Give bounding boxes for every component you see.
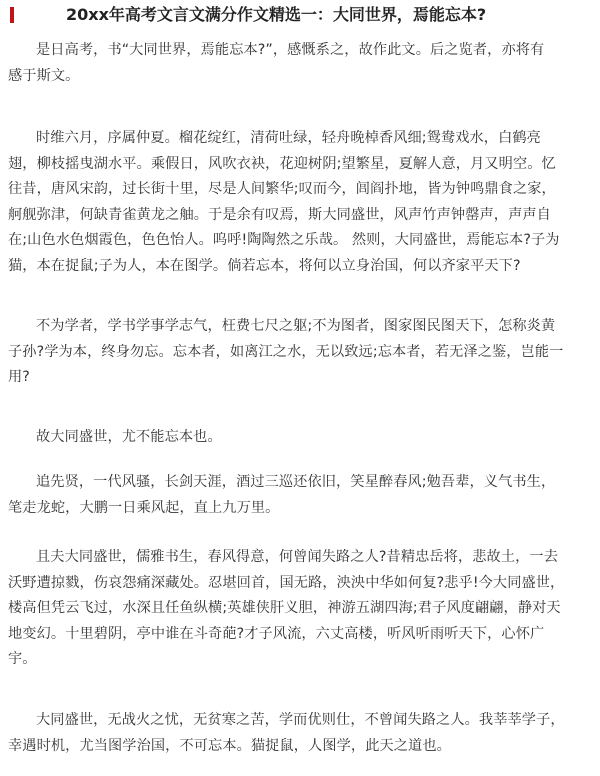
- paragraph-line: 舸舰弥津，何缺青雀黄龙之舳。于是余有叹焉，斯大同盛世，风声竹声钟罄声，声声自: [8, 206, 551, 223]
- title-row: [10, 4, 590, 26]
- paragraph: [8, 38, 578, 89]
- paragraph-line: 宇。: [8, 651, 37, 667]
- paragraph: [8, 708, 578, 759]
- article-title: 20xx年高考文言文满分作文精选一：大同世界，焉能忘本?: [66, 5, 487, 24]
- paragraph-line: 感于斯文。: [8, 67, 80, 84]
- paragraph: [8, 470, 578, 521]
- paragraph: [8, 314, 578, 391]
- paragraph-line: 不为学者，学书学事学志气，枉费七尺之躯;不为图者，图家图民图天下，怎称炎黄: [36, 318, 556, 334]
- paragraph-line: 楼高但凭云飞过，水深且任鱼纵横;英雄侠肝义胆，神游五湖四海;君子风度翩翩，静对天: [8, 600, 561, 616]
- paragraph-line: 地变幻。十里碧阴，亭中谁在斗奇葩?才子风流，六丈高楼，听风听雨听天下，心怀广: [8, 625, 545, 642]
- paragraph-line: 翅，柳枝摇曳湖水平。乘假日，风吹衣袂，花迎树阴;望繁星，夏解人意，月又明空。忆: [8, 155, 556, 172]
- title-accent-bar: [10, 7, 14, 23]
- paragraph-line: 且夫大同盛世，儒雅书生，春风得意，何曾闻失路之人?昔精忠岳将，悲故土，一去: [36, 549, 558, 565]
- paragraph-line: 在;山色水色烟霞色，色色怡人。呜呼!陶陶然之乐哉。 然则，大同盛世，焉能忘本?子为: [8, 232, 560, 248]
- paragraph: [8, 425, 578, 451]
- paragraph-line: 故大同盛世，尤不能忘本也。: [36, 429, 222, 445]
- paragraph-line: 大同盛世，无战火之忧，无贫寒之苦，学而优则仕，不曾闻失路之人。我莘莘学子，: [36, 712, 565, 728]
- paragraph: [8, 126, 578, 279]
- paragraph-line: 笔走龙蛇，大鹏一日乘风起，直上九万里。: [8, 499, 280, 516]
- paragraph-line: 子孙?学为本，终身勿忘。忘本者，如离江之水，无以致远;忘本者，若无泽之鉴，岂能一: [8, 343, 564, 360]
- paragraph-line: 用?: [8, 369, 30, 385]
- paragraph-line: 时维六月，序属仲夏。榴花绽红，清荷吐绿，轻舟晚棹香风细;鸳鸯戏水，白鹤亮: [36, 130, 541, 146]
- paragraph-line: 是日高考，书“大同世界，焉能忘本?”，感慨系之，故作此文。后之览者，亦将有: [36, 42, 545, 58]
- paragraph-line: 沃野遭掠戮，伤哀怨痛深藏处。忍堪回首，国无路，泱泱中华如何复?悲乎!今大同盛世，: [8, 574, 565, 591]
- paragraph: [8, 545, 578, 673]
- paragraph-line: 往昔，唐风宋韵，过长街十里，尽是人间繁华;叹而今，闾阎扑地，皆为钟鸣鼎食之家，: [8, 181, 556, 197]
- paragraph-line: 幸遇时机，尤当图学治国，不可忘本。猫捉鼠，人图学，此天之道也。: [8, 737, 451, 754]
- paragraph-line: 追先贤，一代风骚，长剑天涯，酒过三巡还依旧，笑星醉春风;勉吾辈，义气书生，: [36, 474, 556, 490]
- paragraph-line: 猫，本在捉鼠;子为人，本在图学。倘若忘本，将何以立身治国，何以齐家平天下?: [8, 257, 521, 274]
